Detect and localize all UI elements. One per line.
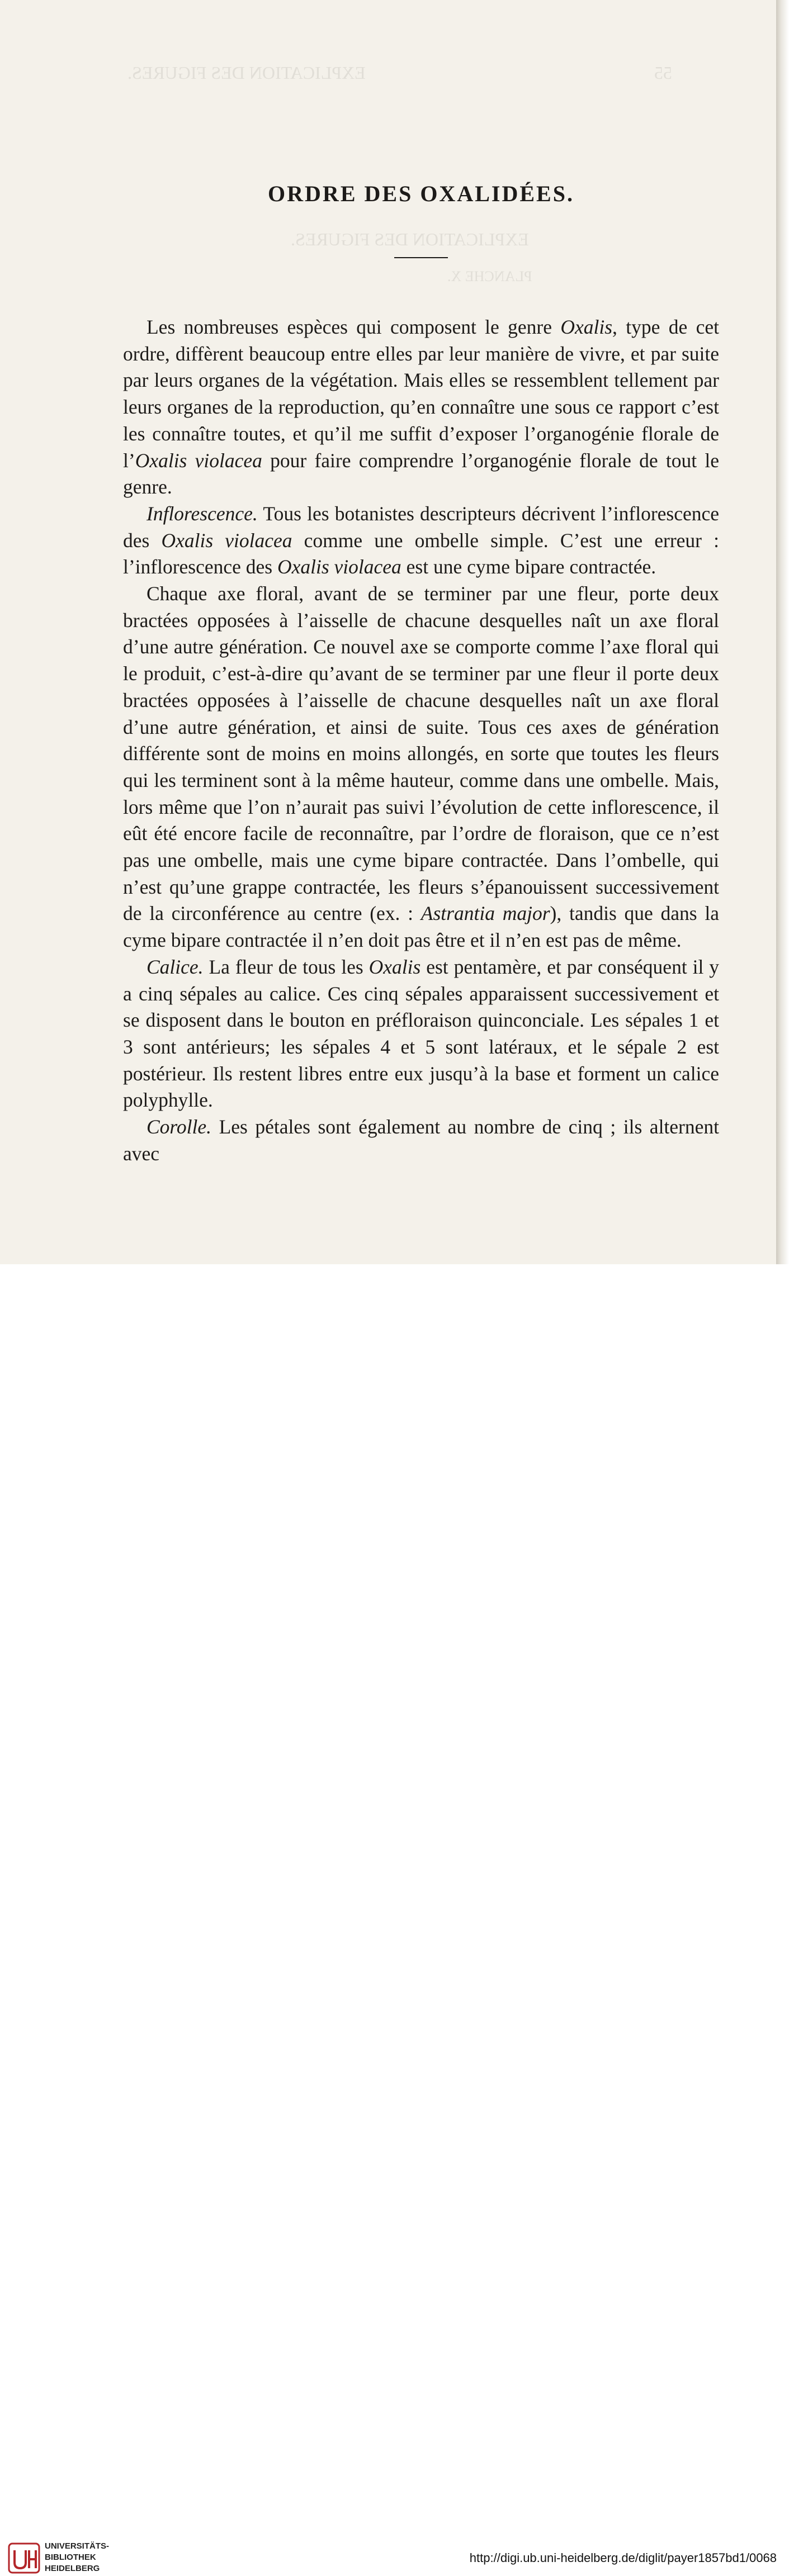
bleed-through-page-number: 55 <box>654 63 672 83</box>
page-scan <box>0 0 776 1264</box>
footer-bar <box>0 1264 789 2573</box>
library-name: UNIVERSITÄTS- BIBLIOTHEK HEIDELBERG <box>45 2541 110 2573</box>
body-text <box>123 314 719 1168</box>
paragraph-inflorescence: Inflorescence. Tous les botanistes descripteurs décrivent l’inflorescence des Oxalis violacea comme une ombelle simple. C’est une erreur : l’inflorescence des Oxalis violacea est une cyme bipare contractée. <box>123 502 719 578</box>
page-title: ORDRE DES OXALIDÉES. <box>268 181 574 206</box>
paragraph-calice: Calice. La fleur de tous les Oxalis est pentamère, et par conséquent il y a cinq sépales au calice. Ces cinq sépales apparaissent successivement et se disposent dans le bouton en préfloraison quinconciale. Les sépales 1 et 3 sont antérieurs; les sépales 4 et 5 sont latéraux, et le sépale 2 est postérieur. Ils restent libres entre eux jusqu’à la base et forment un calice polyphylle. <box>123 955 719 1112</box>
source-url-link[interactable]: http://digi.ub.uni-heidelberg.de/diglit/payer1857bd1/0068 <box>469 2551 777 2565</box>
page-edge <box>776 0 789 1264</box>
paragraph-axe-floral: Chaque axe floral, avant de se terminer par une fleur, porte deux bractées opposées à l’aisselle de chacune desquelles naît un axe floral d’une autre génération. Ce nouvel axe se comporte comme l’axe floral qui le produit, c’est-à-dire qu’avant de se terminer par une fleur il porte deux bractées opposées à l’aisselle de chacune desquelles naît un axe floral d’une autre génération, et ainsi de suite. Tous ces axes de génération différente sont de moins en moins allongés, en sorte que toutes les fleurs qui les terminent sont à la même hauteur, comme dans une ombelle. Mais, lors même que l’on n’aurait pas suivi l’évolution de cette inflorescence, il eût été encore facile de reconnaître, par l’ordre de floraison, que ce n’est pas une ombelle, mais une cyme bipare contractée. Dans l’ombelle, qui n’est qu’une grappe contractée, les fleurs s’épanouissent successivement de la circonférence au centre (ex. : Astrantia major), tandis que dans la cyme bipare contractée il n’en doit pas être et il n’en est pas de même. <box>123 582 719 952</box>
library-seal-icon <box>7 2540 41 2576</box>
paragraph-intro: Les nombreuses espèces qui composent le genre Oxalis, type de cet ordre, diffèrent beaucoup entre elles par leur manière de vivre, et par suite par leurs organes de la végétation. Mais elles se ressemblent tellement par leurs organes de la reproduction, qu’en connaître une sous ce rapport c’est les connaître toutes, et qu’il me suffit d’exposer l’organogénie florale de l’Oxalis violacea pour faire comprendre l’organogénie florale de tout le genre. <box>123 316 719 499</box>
bleed-through-header: EXPLICATION DES FIGURES. <box>127 63 366 83</box>
bleed-through-plate: PLANCHE X. <box>447 268 532 284</box>
title-rule <box>394 257 448 258</box>
bleed-through-heading: EXPLICATION DES FIGURES. <box>291 229 529 249</box>
paragraph-corolle: Corolle. Les pétales sont également au nombre de cinq ; ils alternent avec <box>123 1116 719 1165</box>
